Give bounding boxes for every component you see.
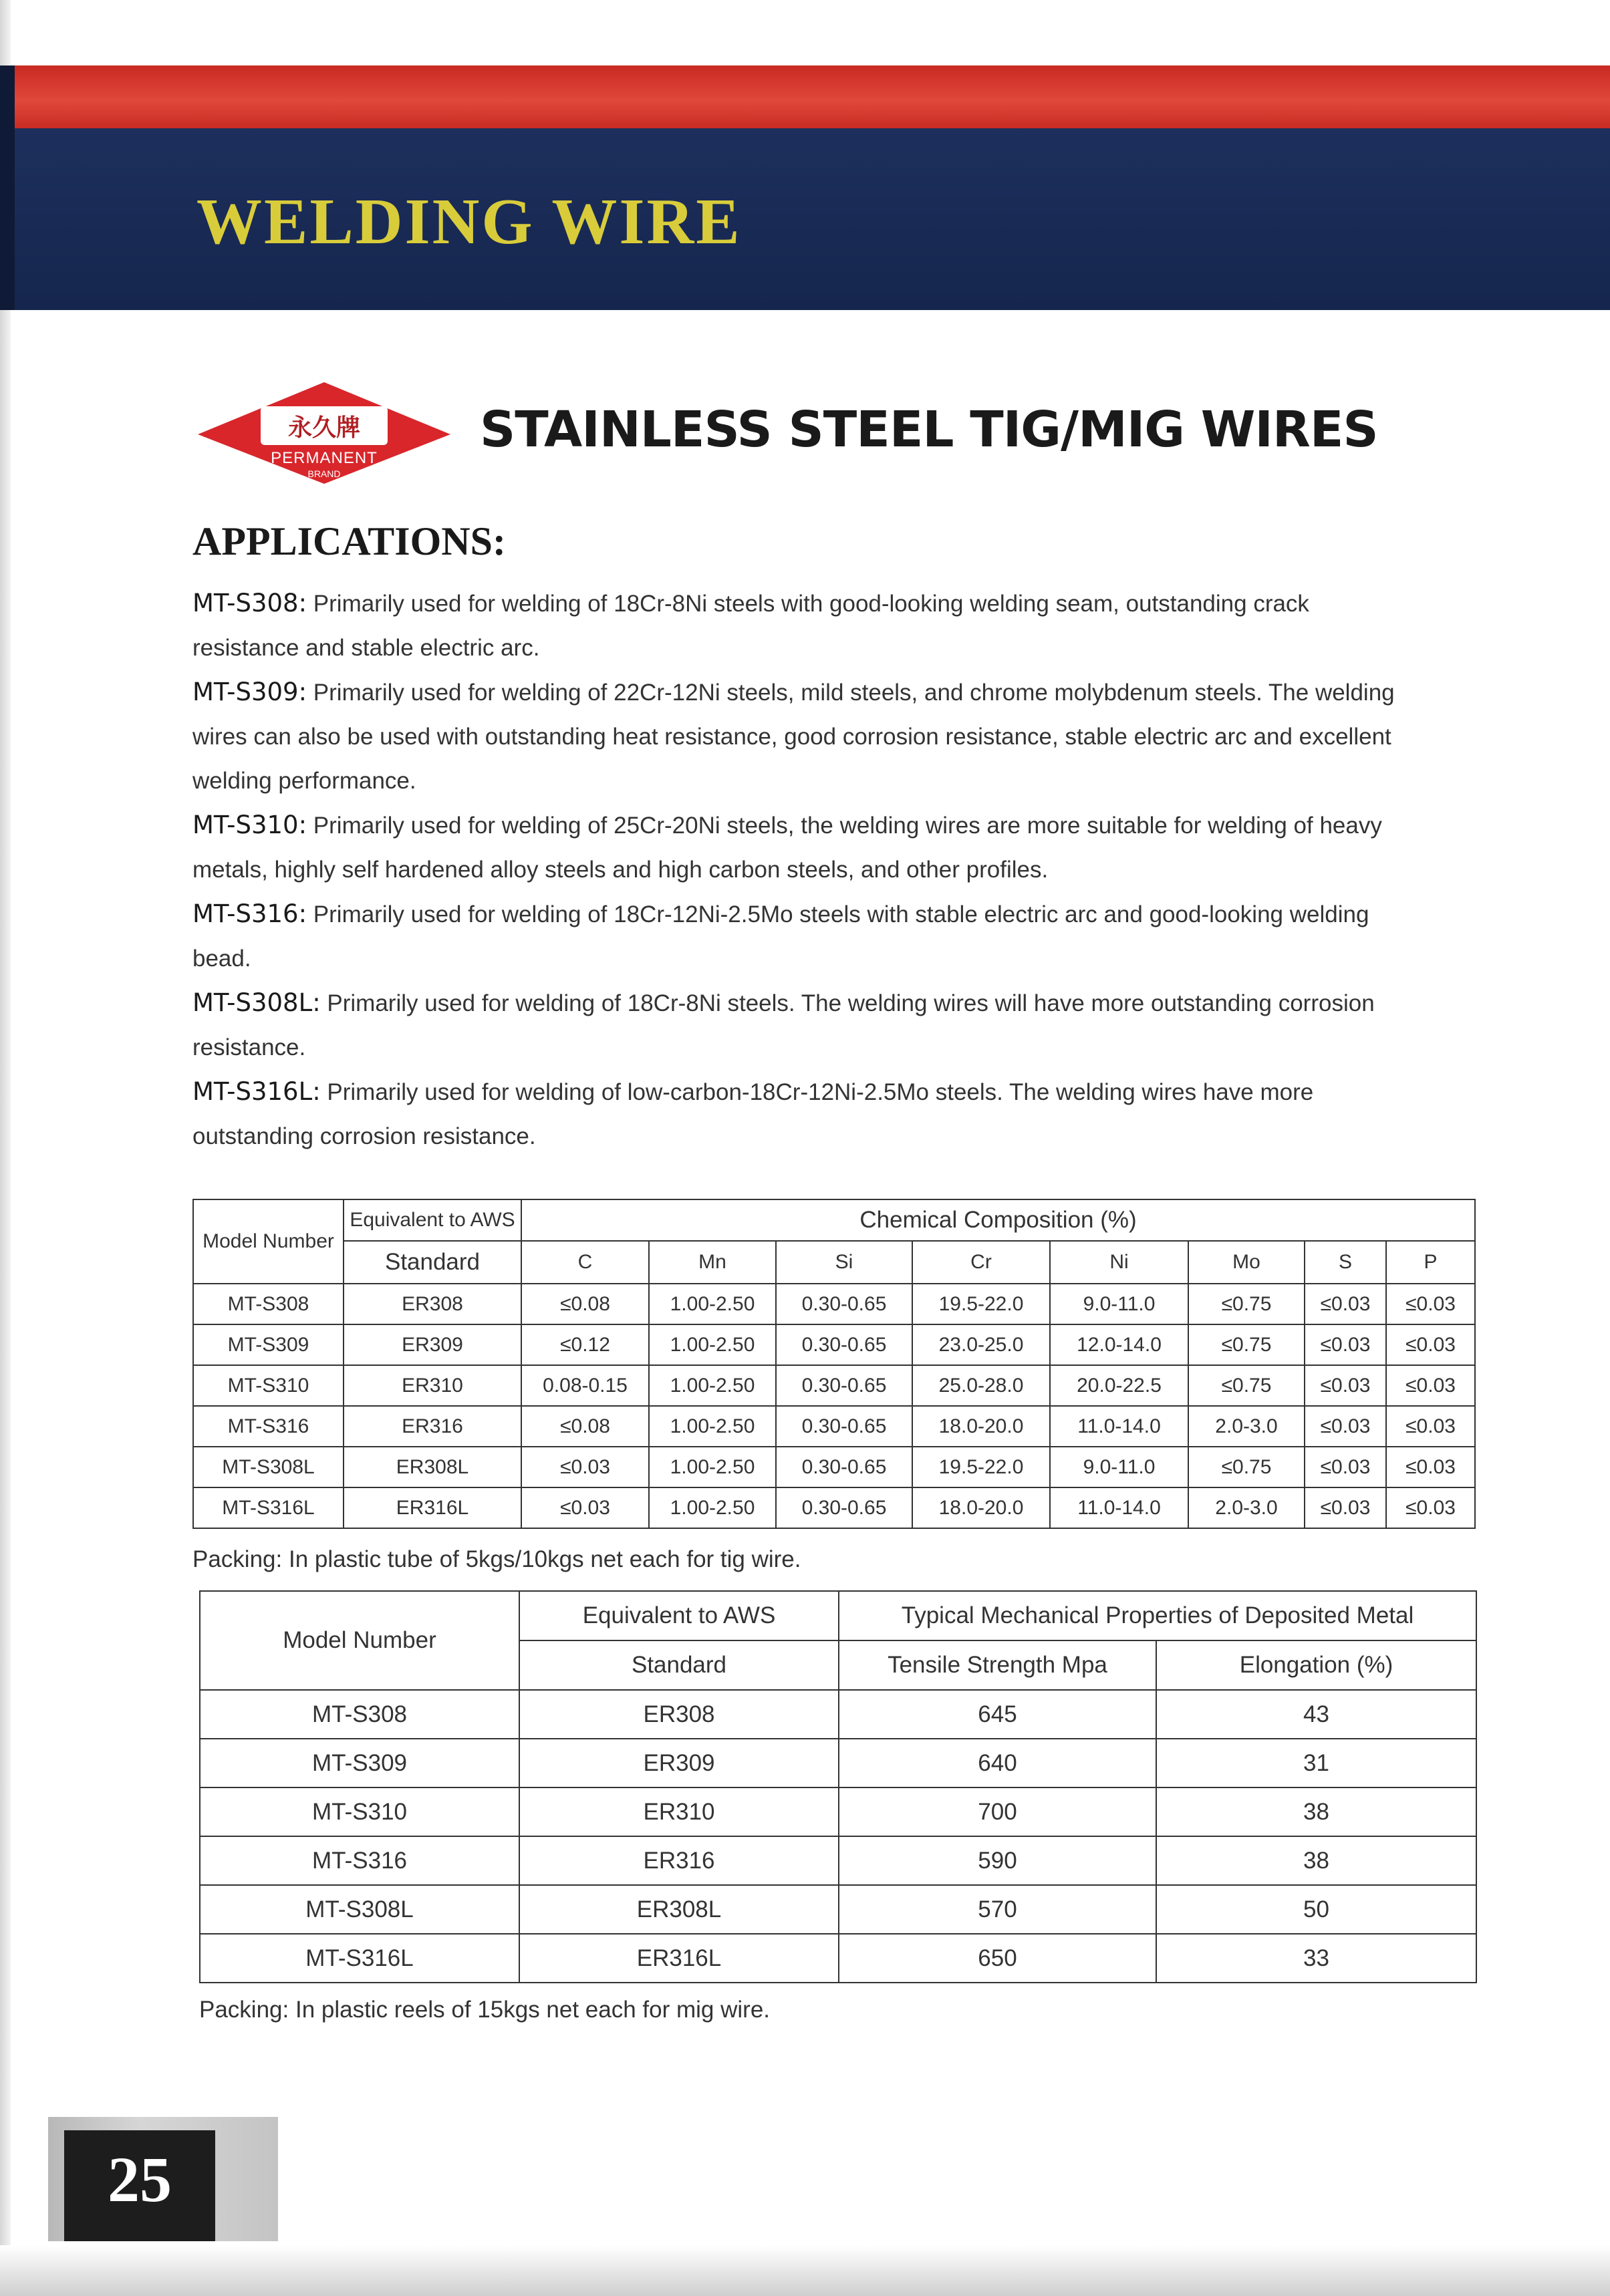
table-cell: 43 [1156, 1690, 1476, 1739]
element-header: P [1386, 1241, 1475, 1284]
table-row [200, 1690, 1476, 1739]
table-cell: MT-S309 [200, 1739, 519, 1787]
table-row [200, 1739, 1476, 1787]
table-row [193, 1324, 1475, 1365]
application-entry [192, 581, 1409, 670]
application-text: Primarily used for welding of 25Cr-20Ni steels, the welding wires are more suitable for welding of heavy metals, highly self hardened alloy steels and high carbon steels, and other profiles. [192, 813, 1382, 883]
table-cell: ER308 [344, 1284, 521, 1324]
table-row [193, 1284, 1475, 1324]
table-cell: 31 [1156, 1739, 1476, 1787]
table-cell: ≤0.75 [1188, 1447, 1305, 1487]
table-cell: MT-S316 [200, 1836, 519, 1885]
table-cell: ≤0.03 [1386, 1447, 1475, 1487]
table-cell: ≤0.03 [1305, 1487, 1386, 1528]
application-model: MT-S309: [192, 678, 307, 706]
table-cell: MT-S316 [193, 1406, 344, 1447]
table-cell: ≤0.08 [521, 1406, 649, 1447]
table-cell: MT-S308L [200, 1885, 519, 1934]
model-number-header: Model Number [193, 1199, 344, 1284]
element-header: Cr [912, 1241, 1050, 1284]
table-cell: 1.00-2.50 [649, 1447, 776, 1487]
table-cell: 2.0-3.0 [1188, 1487, 1305, 1528]
page-number: 25 [108, 2144, 172, 2215]
application-entry [192, 803, 1409, 892]
table-cell: 0.08-0.15 [521, 1365, 649, 1406]
table-cell: ≤0.03 [1305, 1365, 1386, 1406]
table-cell: 0.30-0.65 [776, 1447, 912, 1487]
table-cell: 11.0-14.0 [1050, 1487, 1188, 1528]
aws-header: Equivalent to AWS [519, 1591, 839, 1640]
header-title: WELDING WIRE [196, 186, 742, 258]
aws-standard-header: Standard [344, 1241, 521, 1284]
model-number-header: Model Number [200, 1591, 519, 1690]
table-cell: ≤0.03 [1386, 1487, 1475, 1528]
element-header: Ni [1050, 1241, 1188, 1284]
table-cell: ≤0.08 [521, 1284, 649, 1324]
table-cell: 0.30-0.65 [776, 1284, 912, 1324]
table-row [193, 1406, 1475, 1447]
application-model: MT-S316L: [192, 1077, 321, 1106]
logo-chinese-text: 永久牌 [287, 414, 361, 442]
table-cell: MT-S308 [193, 1284, 344, 1324]
table-cell: ER316 [344, 1406, 521, 1447]
element-header: Mn [649, 1241, 776, 1284]
table-cell: 33 [1156, 1934, 1476, 1983]
table-cell: 650 [839, 1934, 1156, 1983]
table-cell: ER316L [344, 1487, 521, 1528]
application-text: Primarily used for welding of 22Cr-12Ni steels, mild steels, and chrome molybdenum steels. The welding wires can also be used with outstanding heat resistance, good corrosion resistance, stable electric arc and excellent welding performance. [192, 680, 1395, 794]
chemical-composition-table [192, 1199, 1476, 1529]
application-text: Primarily used for welding of 18Cr-12Ni-2.5Mo steels with stable electric arc and good-looking welding bead. [192, 901, 1369, 972]
table-cell: ER316L [519, 1934, 839, 1983]
table-cell: ER308L [519, 1885, 839, 1934]
table-cell: MT-S310 [200, 1787, 519, 1836]
table-cell: ER310 [519, 1787, 839, 1836]
table-cell: ≤0.03 [521, 1447, 649, 1487]
element-header: Mo [1188, 1241, 1305, 1284]
table-cell: 9.0-11.0 [1050, 1284, 1188, 1324]
table-cell: 1.00-2.50 [649, 1406, 776, 1447]
table-cell: 20.0-22.5 [1050, 1365, 1188, 1406]
table-cell: ≤0.03 [1386, 1365, 1475, 1406]
mechanical-properties-table [199, 1590, 1477, 1983]
table-cell: 1.00-2.50 [649, 1324, 776, 1365]
table-cell: 0.30-0.65 [776, 1406, 912, 1447]
brand-logo [195, 380, 453, 485]
table-cell: 38 [1156, 1836, 1476, 1885]
table-cell: 640 [839, 1739, 1156, 1787]
table-cell: 18.0-20.0 [912, 1406, 1050, 1447]
header-red-band [0, 65, 1610, 130]
table-cell: ≤0.03 [1386, 1324, 1475, 1365]
table-cell: 19.5-22.0 [912, 1447, 1050, 1487]
table-cell: ≤0.75 [1188, 1284, 1305, 1324]
table-row [200, 1787, 1476, 1836]
table-cell: 590 [839, 1836, 1156, 1885]
page-bottom-shadow [0, 2245, 1610, 2296]
table-cell: ER309 [519, 1739, 839, 1787]
table-cell: ≤0.03 [521, 1487, 649, 1528]
applications-heading: APPLICATIONS: [192, 519, 506, 563]
element-header: S [1305, 1241, 1386, 1284]
table-cell: MT-S308L [193, 1447, 344, 1487]
table-cell: ≤0.75 [1188, 1365, 1305, 1406]
application-entry [192, 981, 1409, 1070]
table-cell: 25.0-28.0 [912, 1365, 1050, 1406]
table-cell: MT-S316L [193, 1487, 344, 1528]
element-header: C [521, 1241, 649, 1284]
table-cell: ER308L [344, 1447, 521, 1487]
table-cell: ER308 [519, 1690, 839, 1739]
table-cell: 2.0-3.0 [1188, 1406, 1305, 1447]
application-text: Primarily used for welding of low-carbon-18Cr-12Ni-2.5Mo steels. The welding wires have more outstanding corrosion resistance. [192, 1079, 1314, 1149]
table-row [193, 1487, 1475, 1528]
table-cell: ER316 [519, 1836, 839, 1885]
table-cell: ≤0.75 [1188, 1324, 1305, 1365]
application-model: MT-S316: [192, 899, 307, 928]
table-cell: 50 [1156, 1885, 1476, 1934]
element-header: Si [776, 1241, 912, 1284]
table-cell: ER310 [344, 1365, 521, 1406]
table-cell: 23.0-25.0 [912, 1324, 1050, 1365]
table-cell: 645 [839, 1690, 1156, 1739]
application-text: Primarily used for welding of 18Cr-8Ni steels. The welding wires will have more outstanding corrosion resistance. [192, 990, 1375, 1060]
logo-brand-text: PERMANENT [271, 449, 378, 467]
packing-mig-note: Packing: In plastic reels of 15kgs net each for mig wire. [199, 1997, 771, 2023]
elongation-header: Elongation (%) [1156, 1640, 1476, 1690]
application-model: MT-S310: [192, 811, 307, 839]
applications-list [192, 581, 1409, 1159]
mechanical-properties-header: Typical Mechanical Properties of Deposited Metal [839, 1591, 1476, 1640]
table-cell: 1.00-2.50 [649, 1487, 776, 1528]
table-cell: ≤0.03 [1305, 1284, 1386, 1324]
table-cell: 0.30-0.65 [776, 1365, 912, 1406]
table-cell: ≤0.03 [1305, 1447, 1386, 1487]
table-row [200, 1885, 1476, 1934]
table-cell: 0.30-0.65 [776, 1324, 912, 1365]
table-cell: 38 [1156, 1787, 1476, 1836]
table-cell: 12.0-14.0 [1050, 1324, 1188, 1365]
table-cell: 1.00-2.50 [649, 1284, 776, 1324]
application-entry [192, 892, 1409, 981]
table-cell: ≤0.03 [1386, 1284, 1475, 1324]
table-cell: 19.5-22.0 [912, 1284, 1050, 1324]
table-cell: 700 [839, 1787, 1156, 1836]
application-model: MT-S308L: [192, 988, 321, 1017]
table-cell: 1.00-2.50 [649, 1365, 776, 1406]
packing-tig-note: Packing: In plastic tube of 5kgs/10kgs net each for tig wire. [192, 1546, 801, 1572]
table-cell: ER309 [344, 1324, 521, 1365]
application-entry [192, 1070, 1409, 1159]
application-model: MT-S308: [192, 589, 307, 617]
table-cell: ≤0.12 [521, 1324, 649, 1365]
tensile-strength-header: Tensile Strength Mpa [839, 1640, 1156, 1690]
table-cell: MT-S316L [200, 1934, 519, 1983]
table-cell: MT-S308 [200, 1690, 519, 1739]
application-text: Primarily used for welding of 18Cr-8Ni steels with good-looking welding seam, outstanding crack resistance and stable electric arc. [192, 591, 1309, 661]
table-cell: ≤0.03 [1386, 1406, 1475, 1447]
section-title: STAINLESS STEEL TIG/MIG WIRES [480, 401, 1378, 458]
table-cell: 11.0-14.0 [1050, 1406, 1188, 1447]
table-row [193, 1447, 1475, 1487]
table-cell: 570 [839, 1885, 1156, 1934]
table-cell: 9.0-11.0 [1050, 1447, 1188, 1487]
table-cell: 18.0-20.0 [912, 1487, 1050, 1528]
table-cell: MT-S310 [193, 1365, 344, 1406]
application-entry [192, 670, 1409, 803]
aws-header: Equivalent to AWS [344, 1199, 521, 1241]
table-cell: MT-S309 [193, 1324, 344, 1365]
table-row [200, 1934, 1476, 1983]
table-cell: 0.30-0.65 [776, 1487, 912, 1528]
table-row [193, 1365, 1475, 1406]
logo-sub-text: BRAND [307, 468, 341, 479]
table-cell: ≤0.03 [1305, 1324, 1386, 1365]
aws-standard-header: Standard [519, 1640, 839, 1690]
table-row [200, 1836, 1476, 1885]
table-cell: ≤0.03 [1305, 1406, 1386, 1447]
chemical-composition-header: Chemical Composition (%) [521, 1199, 1475, 1241]
page-fold-shadow [0, 0, 11, 2296]
